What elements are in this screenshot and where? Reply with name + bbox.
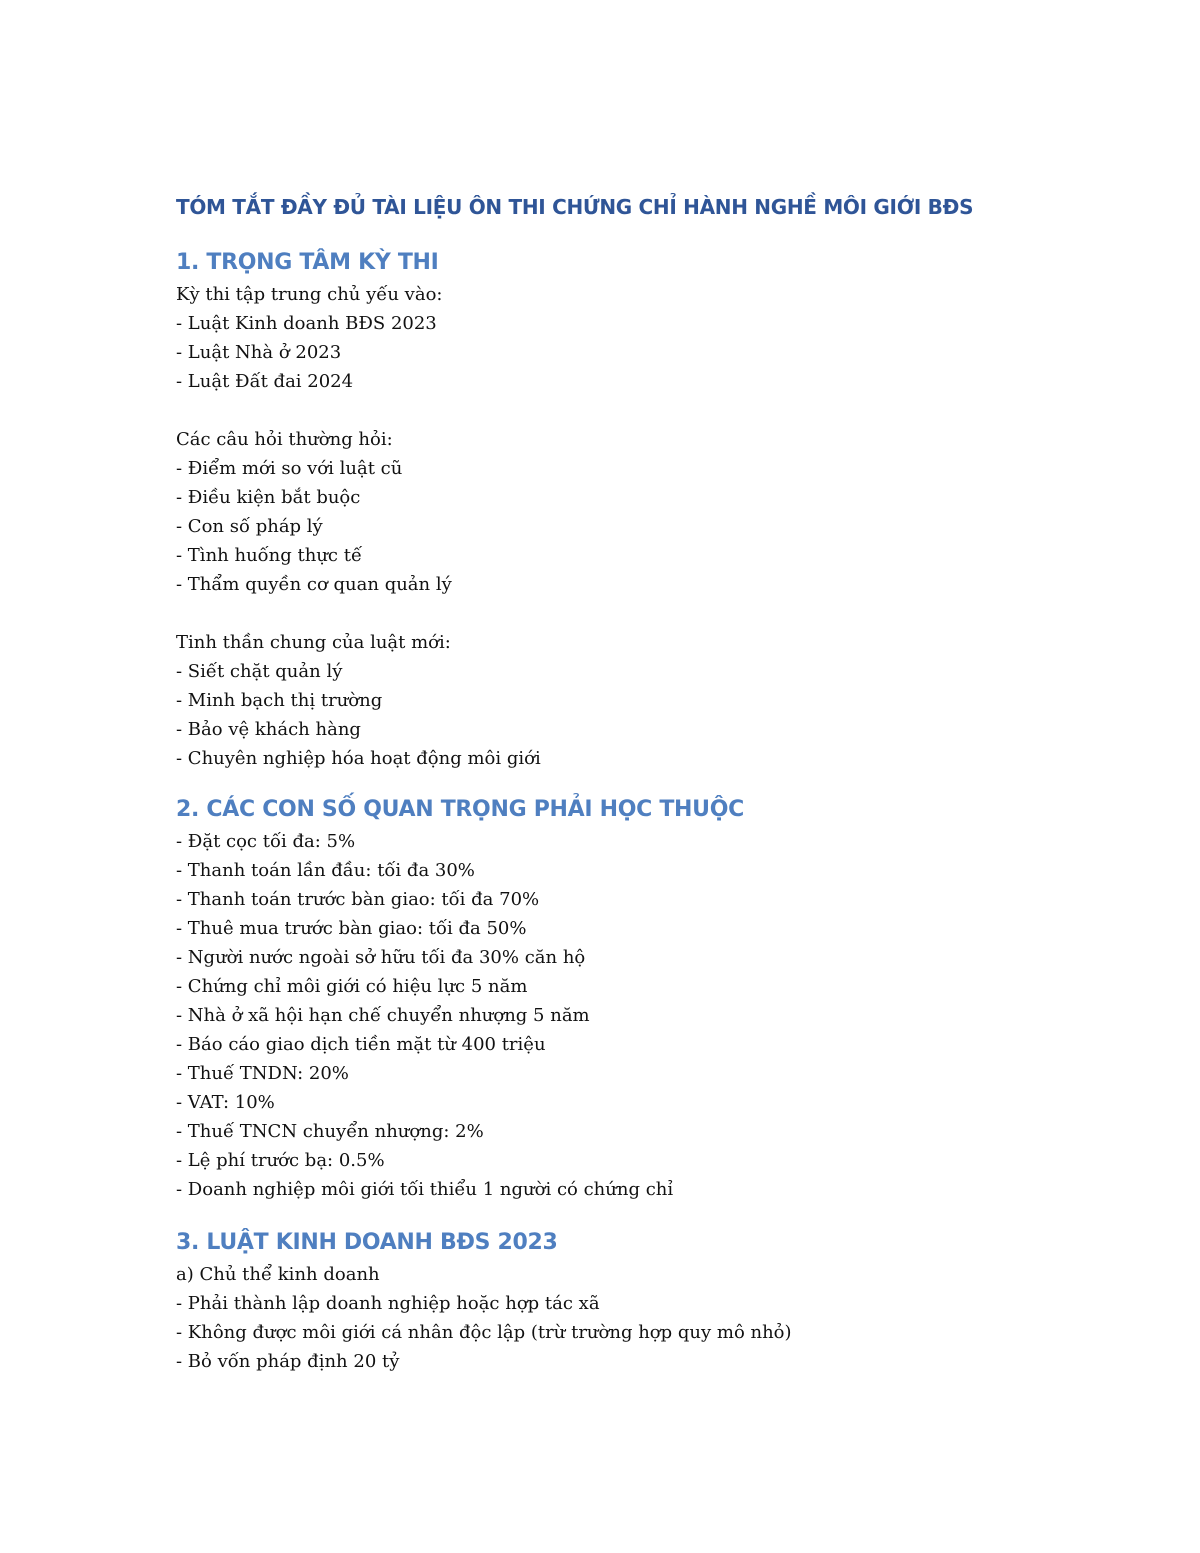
section-real-estate-business-law (176, 1226, 1076, 1376)
list-item: - Siết chặt quản lý (176, 661, 343, 682)
list-item: - Tình huống thực tế (176, 545, 363, 566)
list-item: - Bỏ vốn pháp định 20 tỷ (176, 1351, 400, 1372)
list-item: - Báo cáo giao dịch tiền mặt từ 400 triệu (176, 1034, 546, 1055)
list-item: - Thuế TNCN chuyển nhượng: 2% (176, 1121, 484, 1142)
section-body (176, 280, 1076, 773)
list-item: - Luật Nhà ở 2023 (176, 342, 342, 363)
list-item: - Luật Kinh doanh BĐS 2023 (176, 313, 437, 334)
subheading: a) Chủ thể kinh doanh (176, 1264, 380, 1285)
group-lead: Kỳ thi tập trung chủ yếu vào: (176, 284, 443, 305)
section-exam-focus (176, 246, 1076, 773)
group-lead: Tinh thần chung của luật mới: (176, 632, 451, 653)
section-heading: 1. TRỌNG TÂM KỲ THI (176, 250, 439, 275)
list-item: - Điểm mới so với luật cũ (176, 458, 403, 479)
section-heading: 2. CÁC CON SỐ QUAN TRỌNG PHẢI HỌC THUỘC (176, 797, 744, 822)
group-lead: Các câu hỏi thường hỏi: (176, 429, 393, 450)
document-page (176, 190, 1076, 1376)
list-item: - Chứng chỉ môi giới có hiệu lực 5 năm (176, 976, 528, 997)
section-heading: 3. LUẬT KINH DOANH BĐS 2023 (176, 1230, 558, 1255)
list-item: - Thuế TNDN: 20% (176, 1063, 349, 1084)
list-item: - Phải thành lập doanh nghiệp hoặc hợp tác xã (176, 1293, 600, 1314)
list-item: - Thanh toán trước bàn giao: tối đa 70% (176, 889, 540, 910)
list-item: - Bảo vệ khách hàng (176, 719, 361, 740)
list-item: - Không được môi giới cá nhân độc lập (trừ trường hợp quy mô nhỏ) (176, 1322, 792, 1343)
list-item: - Lệ phí trước bạ: 0.5% (176, 1150, 385, 1171)
list-item: - Thẩm quyền cơ quan quản lý (176, 574, 452, 595)
list-item: - Thanh toán lần đầu: tối đa 30% (176, 860, 475, 881)
list-item: - Thuê mua trước bàn giao: tối đa 50% (176, 918, 527, 939)
list-item: - Minh bạch thị trường (176, 690, 383, 711)
paragraph-gap (176, 599, 1076, 628)
list-item: - Nhà ở xã hội hạn chế chuyển nhượng 5 năm (176, 1005, 590, 1026)
list-item: - Luật Đất đai 2024 (176, 371, 354, 392)
document-title: TÓM TẮT ĐẦY ĐỦ TÀI LIỆU ÔN THI CHỨNG CHỈ HÀNH NGHỀ MÔI GIỚI BĐS (176, 195, 974, 219)
section-body (176, 827, 1076, 1204)
paragraph-gap (176, 396, 1076, 425)
list-item: - Con số pháp lý (176, 516, 323, 537)
list-item: - Điều kiện bắt buộc (176, 487, 361, 508)
list-item: - Đặt cọc tối đa: 5% (176, 831, 356, 852)
list-item: - Chuyên nghiệp hóa hoạt động môi giới (176, 748, 541, 769)
list-item: - VAT: 10% (176, 1092, 275, 1113)
section-key-numbers (176, 793, 1076, 1204)
section-body (176, 1260, 1076, 1376)
list-item: - Người nước ngoài sở hữu tối đa 30% căn hộ (176, 947, 586, 968)
list-item: - Doanh nghiệp môi giới tối thiểu 1 người có chứng chỉ (176, 1179, 674, 1200)
